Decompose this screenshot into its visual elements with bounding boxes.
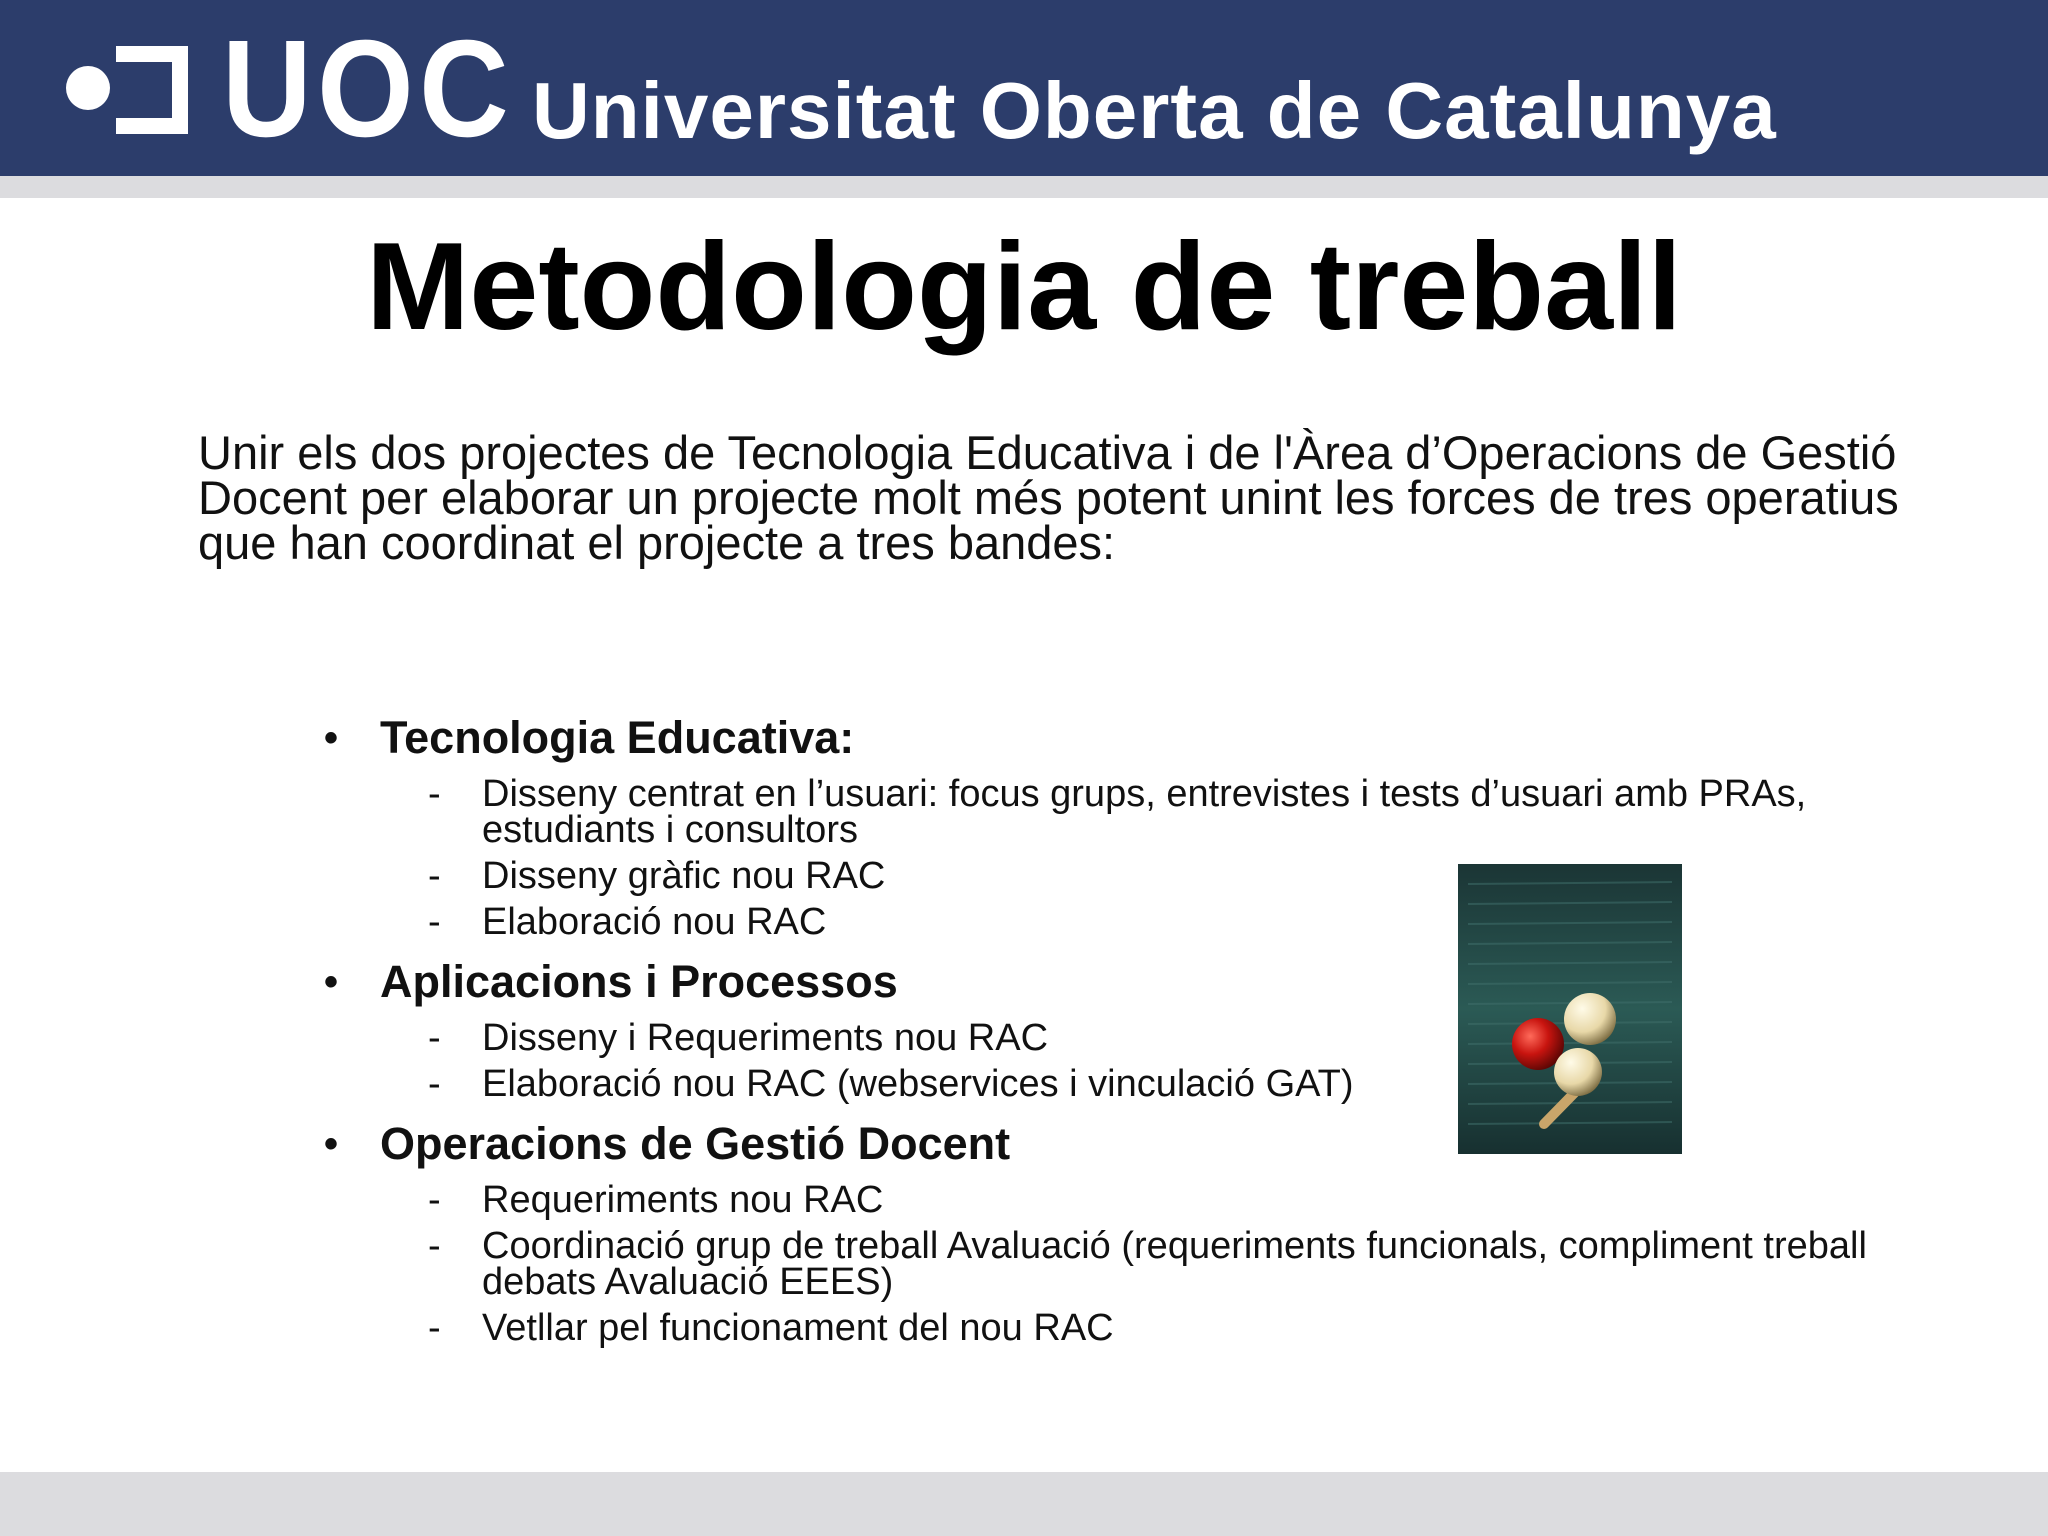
list-item-text: Disseny i Requeriments nou RAC bbox=[482, 1017, 1049, 1059]
list-item-text: Elaboració nou RAC bbox=[482, 901, 827, 943]
bullet-icon: • bbox=[324, 716, 339, 760]
dash-icon: - bbox=[428, 1179, 441, 1221]
list-item bbox=[324, 1017, 1974, 1059]
uoc-logo-icon bbox=[64, 38, 192, 138]
dash-icon: - bbox=[428, 1063, 441, 1105]
list-item-text: Disseny gràfic nou RAC bbox=[482, 855, 886, 897]
bullet-icon: • bbox=[324, 1122, 339, 1166]
section-heading-text: Tecnologia Educativa: bbox=[380, 712, 855, 763]
section-heading bbox=[324, 952, 1974, 1012]
list-item-text: Disseny centrat en l’usuari: focus grups, entrevistes i tests d’usuari amb PRAs, estudiants i consultors bbox=[482, 773, 1807, 851]
section-heading-text: Operacions de Gestió Docent bbox=[380, 1118, 1011, 1169]
section-heading bbox=[324, 1114, 1974, 1174]
billiard-balls-icon bbox=[1458, 864, 1682, 1154]
dash-icon: - bbox=[428, 1017, 441, 1059]
section-heading-text: Aplicacions i Processos bbox=[380, 956, 898, 1007]
dash-icon: - bbox=[428, 1225, 441, 1267]
list-item-text: Vetllar pel funcionament del nou RAC bbox=[482, 1307, 1114, 1349]
section-aplicacions-processos bbox=[324, 952, 1974, 1105]
list-item-text: Elaboració nou RAC (webservices i vinculació GAT) bbox=[482, 1063, 1354, 1105]
dash-icon: - bbox=[428, 1307, 441, 1349]
section-tecnologia-educativa bbox=[324, 708, 1974, 943]
list-item bbox=[324, 1307, 1974, 1349]
logo-letters: UOC bbox=[222, 12, 515, 166]
dash-icon: - bbox=[428, 773, 441, 815]
header-banner bbox=[0, 0, 2048, 176]
header-divider bbox=[0, 176, 2048, 198]
list-item-text: Requeriments nou RAC bbox=[482, 1179, 884, 1221]
list-item bbox=[324, 773, 1974, 851]
institution-name: Universitat Oberta de Catalunya bbox=[532, 66, 1777, 155]
list-item bbox=[324, 1179, 1974, 1221]
section-heading bbox=[324, 708, 1974, 768]
slide-title: Metodologia de treball bbox=[366, 218, 1682, 356]
dash-icon: - bbox=[428, 855, 441, 897]
list-item bbox=[324, 901, 1974, 943]
list-item bbox=[324, 855, 1974, 897]
dash-icon: - bbox=[428, 901, 441, 943]
list-item bbox=[324, 1225, 1974, 1303]
footer-strip bbox=[0, 1472, 2048, 1536]
billiard-balls-image bbox=[1458, 864, 1682, 1154]
list-item-text: Coordinació grup de treball Avaluació (requeriments funcionals, compliment treball debats Avaluació EEES) bbox=[482, 1225, 1867, 1303]
bullet-icon: • bbox=[324, 960, 339, 1004]
section-operacions-gestio-docent bbox=[324, 1114, 1974, 1349]
intro-paragraph: Unir els dos projectes de Tecnologia Educativa i de l'Àrea d’Operacions de Gestió Docent per elaborar un projecte molt més potent unint les forces de tres operatius que han coordinat el projecte a tres bandes: bbox=[198, 426, 1899, 569]
methodology-list bbox=[324, 708, 1974, 1358]
list-item bbox=[324, 1063, 1974, 1105]
